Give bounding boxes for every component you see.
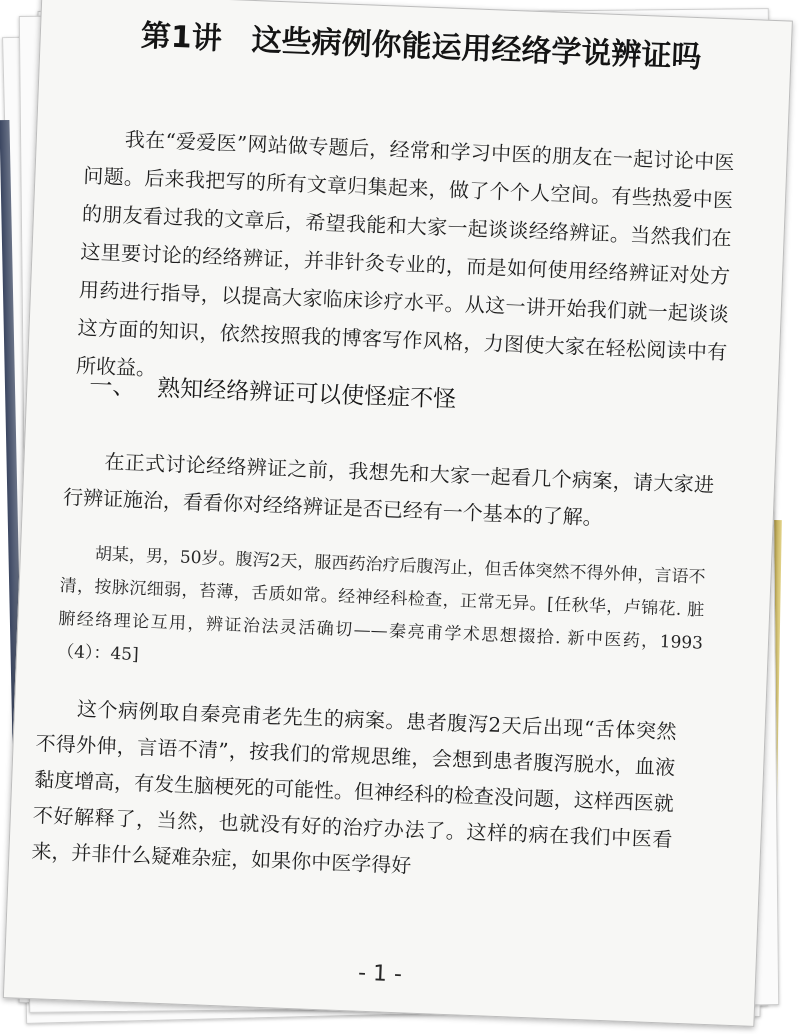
lecture-title-text: 这些病例你能运用经络学说辨证吗: [250, 22, 702, 76]
intro-paragraph: 我在“爱爱医”网站做专题后，经常和学习中医的朋友在一起讨论中医问题。后来我把写的所有文章归集起来，做了个个人空间。有些热爱中医的朋友看过我的文章后，希望我能和大家一起谈谈经络辨证。当然我们在这里要讨论的经络辨证，并非针灸专业的，而是如何使用经络辨证对处方用药进行指导，以提高大家临床诊疗水平。从这一讲开始我们就一起谈谈这方面的知识，依然按照我的博客写作风格，力图使大家在轻松阅读中有所收益。: [75, 127, 735, 381]
section-paragraph: 在正式讨论经络辨证之前，我想先和大家一起看几个病案，请大家进行辨证施治，看看你对经络辨证是否已经有一个基本的了解。: [62, 449, 715, 530]
section-heading-text: 熟知经络辨证可以使怪症不怪: [156, 375, 457, 413]
lecture-number: 第1讲: [140, 18, 223, 57]
section-marker: 一、: [88, 372, 136, 401]
discussion-paragraph: 这个病例取自秦亮甫老先生的病案。患者腹泻2天后出现“舌体突然不得外伸，言语不清”，按我们的常规思维，会想到患者腹泻脱水，血液黏度增高，有发生脑梗死的可能性。但神经科的检查没问题，这样西医就不好解释了，当然，也就没有好的治疗办法了。这样的病在我们中医看来，并非什么疑难杂症，如果你中医学得好: [31, 696, 677, 878]
lecture-title: [140, 11, 781, 80]
page-number: - 1 -: [357, 960, 403, 988]
case-record: 胡某，男，50岁。腹泻2天，服西药治疗后腹泻止，但舌体突然不得外伸，言语不清，按脉沉细弱，苔薄，舌质如常。经神经科检查，正常无异。[任秋华，卢锦花. 脏腑经络理论互用，辨证治法灵活确切——秦亮甫学术思想掇拾. 新中医药，1993（4）：45]: [56, 544, 706, 665]
book-page: [3, 0, 793, 1027]
